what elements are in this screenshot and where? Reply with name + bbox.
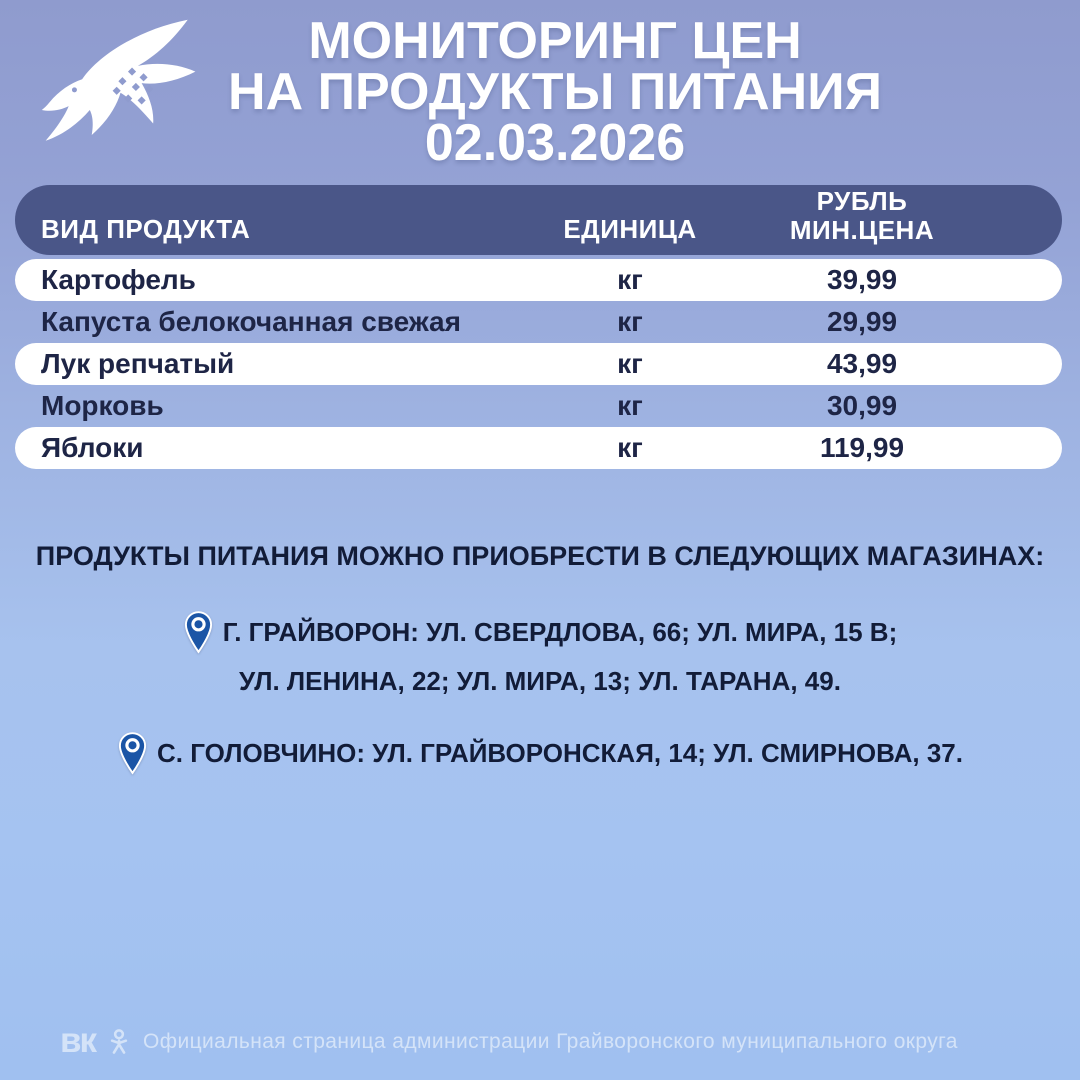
product-price: 29,99: [826, 306, 898, 337]
title-line-1: МОНИТОРИНГ ЦЕН: [308, 12, 802, 70]
store-address-line: С. ГОЛОВЧИНО: УЛ. ГРАЙВОРОНСКАЯ, 14; УЛ. СМИРНОВА, 37.: [157, 737, 963, 768]
table-header: [15, 185, 1062, 255]
product-name: Лук репчатый: [41, 348, 235, 379]
product-price: 43,99: [826, 348, 898, 379]
map-pin-icon: [183, 610, 214, 655]
product-unit: кг: [617, 390, 643, 421]
page-title: [35, 12, 1075, 172]
table-row: [15, 343, 1062, 385]
map-pin-icon: [117, 731, 148, 776]
product-name: Морковь: [41, 390, 164, 421]
table-row: [15, 301, 1062, 343]
vk-icon: вк: [60, 1020, 96, 1060]
stores-heading: ПРОДУКТЫ ПИТАНИЯ МОЖНО ПРИОБРЕСТИ В СЛЕДУЮЩИХ МАГАЗИНАХ:: [35, 541, 1045, 571]
product-name: Картофель: [41, 264, 196, 295]
store-location-grayvoron-continued: [0, 661, 1080, 701]
store-address-line: УЛ. ЛЕНИНА, 22; УЛ. МИРА, 13; УЛ. ТАРАНА, 49.: [239, 665, 841, 696]
column-header-unit: ЕДИНИЦА: [563, 214, 697, 244]
column-header-price-line2: МИН.ЦЕНА: [789, 214, 935, 245]
odnoklassniki-icon: [108, 1027, 130, 1058]
table-row: [15, 427, 1062, 469]
footer: [60, 1020, 958, 1064]
title-line-2: НА ПРОДУКТЫ ПИТАНИЯ: [228, 63, 882, 121]
column-header-product: ВИД ПРОДУКТА: [41, 214, 251, 244]
product-unit: кг: [617, 348, 643, 379]
store-address-line: Г. ГРАЙВОРОН: УЛ. СВЕРДЛОВА, 66; УЛ. МИРА, 15 В;: [222, 616, 898, 647]
product-price: 30,99: [826, 390, 898, 421]
product-price: 39,99: [826, 264, 898, 295]
product-price: 119,99: [819, 432, 905, 463]
product-name: Капуста белокочанная свежая: [41, 306, 461, 337]
column-header-price-line1: РУБЛЬ: [816, 185, 908, 216]
footer-caption: Официальная страница администрации Грайворонского муниципального округа: [143, 1030, 958, 1053]
table-row: [15, 385, 1062, 427]
product-unit: кг: [617, 306, 643, 337]
store-location-golovchino: [0, 728, 1080, 778]
product-unit: кг: [617, 264, 643, 295]
store-location-grayvoron: [0, 607, 1080, 657]
product-name: Яблоки: [41, 432, 144, 463]
table-row: [15, 259, 1062, 301]
column-header-price: [737, 187, 987, 245]
product-unit: кг: [617, 432, 643, 463]
title-date: 02.03.2026: [424, 114, 686, 172]
